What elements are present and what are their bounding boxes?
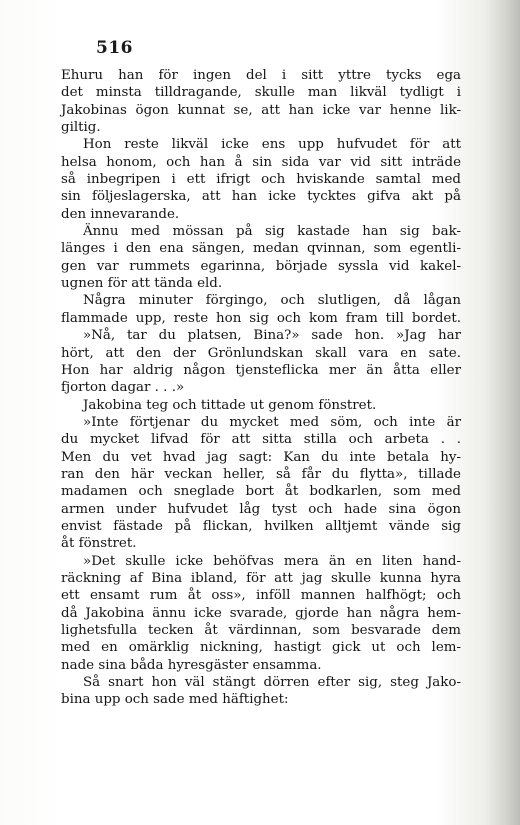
text-line: Ehuru han för ingen del i sitt yttre tycks ega: [61, 68, 461, 83]
text-line: ran den här veckan heller, så får du flytta», tillade: [61, 466, 461, 482]
text-line: giltig.: [61, 120, 101, 136]
page-edge-shadow: [486, 0, 520, 825]
text-line: räckning af Bina ibland, för att jag skulle kunna hyra: [61, 570, 461, 586]
text-line: bina upp och sade med häftighet:: [61, 692, 289, 708]
text-line: armen under hufvudet låg tyst och hade sina ögon: [61, 501, 461, 517]
text-line: sin följeslagerska, att han icke tycktes gifva akt på: [61, 189, 461, 205]
text-line: med en omärklig nickning, hastigt gick ut och lem-: [61, 640, 461, 656]
text-line: Så snart hon väl stängt dörren efter sig, steg Jako-: [83, 675, 461, 691]
text-line: helsa honom, och han å sin sida var vid sitt inträde: [61, 154, 461, 170]
text-line: Hon reste likväl icke ens upp hufvudet för att: [83, 137, 461, 153]
text-line: nade sina båda hyresgäster ensamma.: [61, 657, 322, 673]
page-number: 516: [96, 38, 133, 58]
text-line: gen var rummets egarinna, började syssla vid kakel-: [61, 258, 461, 274]
text-line: länges i den ena sängen, medan qvinnan, som egentli-: [61, 241, 461, 257]
text-line: ugnen för att tända eld.: [61, 276, 223, 292]
text-line: åt fönstret.: [61, 536, 137, 552]
text-line: Ännu med mössan på sig kastade han sig bak-: [83, 224, 461, 240]
text-line: fjorton dagar . . .»: [61, 380, 185, 396]
text-line: lighetsfulla tecken åt värdinnan, som besvarade dem: [61, 623, 461, 638]
text-line: Några minuter förgingo, och slutligen, då lågan: [83, 293, 461, 309]
text-line: Jakobina teg och tittade ut genom fönstret.: [83, 397, 377, 413]
text-line: ett ensamt rum åt oss», inföll mannen halfhögt; och: [61, 588, 461, 604]
text-line: det minsta tilldragande, skulle man likväl tydligt i: [61, 85, 461, 101]
text-line: »Det skulle icke behöfvas mera än en liten hand-: [83, 553, 461, 569]
page-text-body: [61, 67, 461, 709]
text-line: madamen och sneglade bort åt bodkarlen, som med: [61, 484, 461, 500]
text-line: då Jakobina ännu icke svarade, gjorde han några hem-: [61, 605, 461, 621]
text-line: Hon har aldrig någon tjensteflicka mer än åtta eller: [61, 362, 461, 378]
text-line: du mycket lifvad för att sitta stilla och arbeta . .: [61, 432, 461, 448]
text-line: flammade upp, reste hon sig och kom fram till bordet.: [61, 310, 461, 326]
text-line: envist fästade på flickan, hvilken alltjemt vände sig: [61, 518, 461, 534]
text-line: så inbegripen i ett ifrigt och hviskande samtal med: [61, 172, 461, 188]
text-line: Men du vet hvad jag sagt: Kan du inte betala hy-: [61, 449, 461, 465]
text-line: »Inte förtjenar du mycket med söm, och inte är: [83, 414, 461, 430]
text-line: den innevarande.: [61, 206, 180, 222]
text-line: Jakobinas ögon kunnat se, att han icke var henne lik-: [61, 102, 461, 118]
text-line: hört, att den der Grönlundskan skall vara en sate.: [61, 345, 461, 361]
text-line: »Nå, tar du platsen, Bina?» sade hon. »Jag har: [83, 328, 461, 344]
